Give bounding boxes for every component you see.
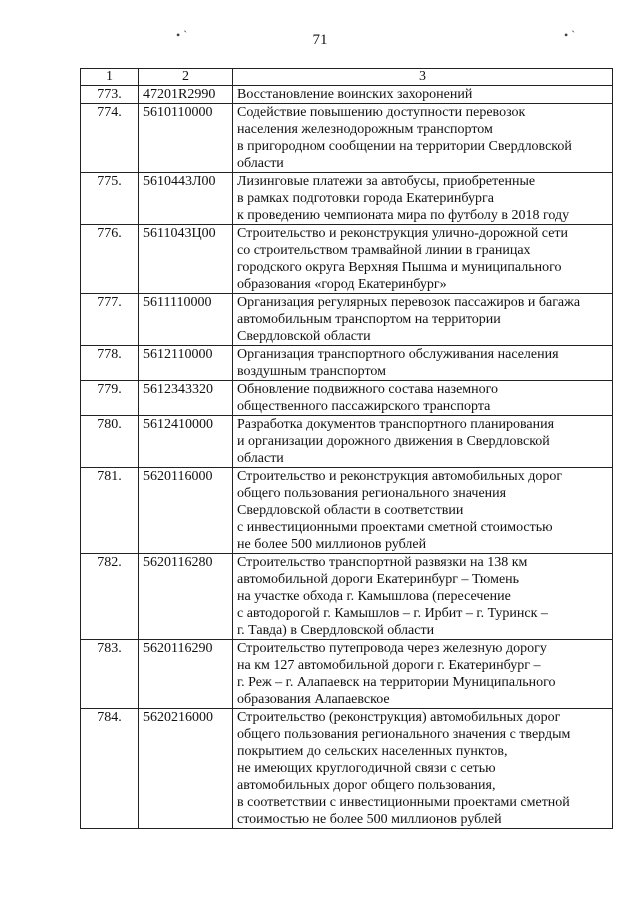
- row-number: 777.: [81, 294, 139, 346]
- row-code: 5611043Ц00: [139, 225, 233, 294]
- row-description: Обновление подвижного состава наземного общественного пассажирского транспорта: [233, 381, 613, 416]
- table-row: [81, 225, 613, 294]
- scan-mark-right: • `: [564, 28, 576, 42]
- row-number: 778.: [81, 346, 139, 381]
- row-number: 784.: [81, 709, 139, 829]
- row-description: Строительство и реконструкция автомобильных дорог общего пользования регионального значения Свердловской области в соответствии с инвестиционными проектами сметной стоимостью не более 500 миллионов рублей: [233, 468, 613, 554]
- row-number: 780.: [81, 416, 139, 468]
- row-description: Восстановление воинских захоронений: [233, 86, 613, 104]
- table-row: [81, 381, 613, 416]
- table-row: [81, 709, 613, 829]
- table-row: [81, 104, 613, 173]
- row-number: 774.: [81, 104, 139, 173]
- row-code: 5620216000: [139, 709, 233, 829]
- row-number: 775.: [81, 173, 139, 225]
- table-row: [81, 294, 613, 346]
- row-code: 5612110000: [139, 346, 233, 381]
- row-number: 782.: [81, 554, 139, 640]
- row-description: Строительство транспортной развязки на 138 км автомобильной дороги Екатеринбург – Тюмень на участке обхода г. Камышлова (пересечение с автодорогой г. Камышлов – г. Ирбит – г. Туринск – г. Тавда) в Свердловской области: [233, 554, 613, 640]
- row-code: 5610110000: [139, 104, 233, 173]
- table-row: [81, 346, 613, 381]
- header-col-1: 1: [81, 69, 139, 86]
- row-code: 5611110000: [139, 294, 233, 346]
- row-number: 783.: [81, 640, 139, 709]
- table-row: [81, 640, 613, 709]
- header-col-3: 3: [233, 69, 613, 86]
- row-number: 781.: [81, 468, 139, 554]
- row-number: 779.: [81, 381, 139, 416]
- row-code: 5612343320: [139, 381, 233, 416]
- table-row: [81, 416, 613, 468]
- table-row: [81, 468, 613, 554]
- row-description: Строительство и реконструкция улично-дорожной сети со строительством трамвайной линии в границах городского округа Верхняя Пышма и муниципального образования «город Екатеринбург»: [233, 225, 613, 294]
- table-row: [81, 173, 613, 225]
- row-description: Организация транспортного обслуживания населения воздушным транспортом: [233, 346, 613, 381]
- row-description: Строительство путепровода через железную дорогу на км 127 автомобильной дороги г. Екатеринбург – г. Реж – г. Алапаевск на территории Муниципального образования Алапаевское: [233, 640, 613, 709]
- row-description: Строительство (реконструкция) автомобильных дорог общего пользования регионального значения с твердым покрытием до сельских населенных пунктов, не имеющих круглогодичной связи с сетью автомобильных дорог общего пользования, в соответствии с инвестиционными проектами сметной стоимостью не более 500 миллионов рублей: [233, 709, 613, 829]
- row-description: Содействие повышению доступности перевозок населения железнодорожным транспортом в пригородном сообщении на территории Свердловской области: [233, 104, 613, 173]
- row-description: Лизинговые платежи за автобусы, приобретенные в рамках подготовки города Екатеринбурга к проведению чемпионата мира по футболу в 2018 году: [233, 173, 613, 225]
- row-code: 47201R2990: [139, 86, 233, 104]
- row-code: 5610443Л00: [139, 173, 233, 225]
- table-row: [81, 554, 613, 640]
- document-table: [80, 68, 613, 829]
- scan-mark-left: • `: [176, 28, 188, 42]
- row-code: 5620116280: [139, 554, 233, 640]
- page-number: 71: [312, 32, 328, 48]
- row-code: 5612410000: [139, 416, 233, 468]
- row-description: Разработка документов транспортного планирования и организации дорожного движения в Свердловской области: [233, 416, 613, 468]
- table-row: [81, 86, 613, 104]
- row-number: 776.: [81, 225, 139, 294]
- header-col-2: 2: [139, 69, 233, 86]
- row-code: 5620116290: [139, 640, 233, 709]
- table-header-row: [81, 69, 613, 86]
- row-description: Организация регулярных перевозок пассажиров и багажа автомобильным транспортом на территории Свердловской области: [233, 294, 613, 346]
- row-code: 5620116000: [139, 468, 233, 554]
- row-number: 773.: [81, 86, 139, 104]
